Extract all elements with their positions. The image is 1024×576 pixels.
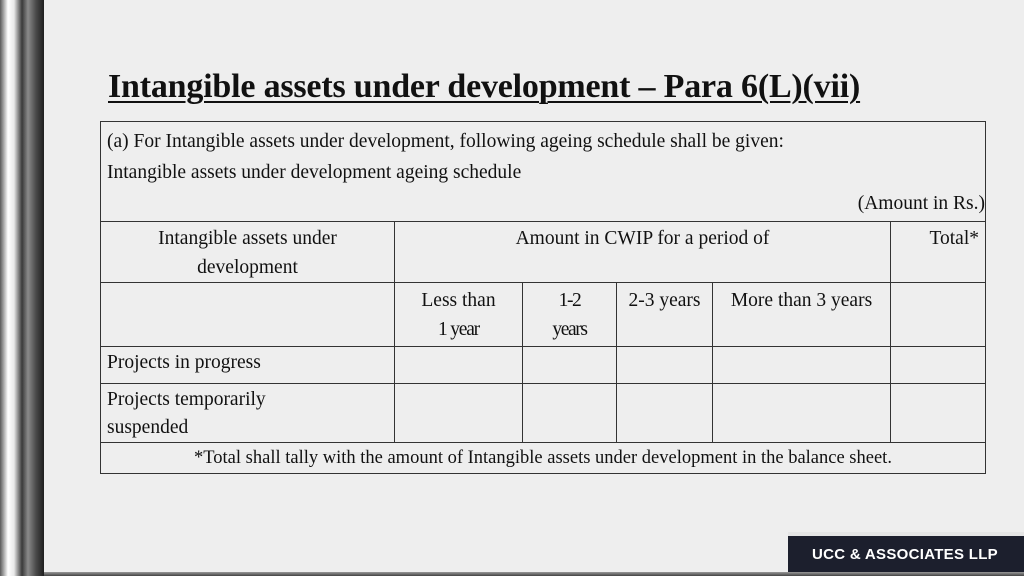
row-label-projects-suspended [101, 384, 395, 443]
table-cell [523, 384, 617, 443]
table-cell [395, 347, 523, 384]
table-row [101, 384, 986, 443]
period-2-line-1: 1-2 [558, 290, 581, 311]
header-asset-line-1: Intangible assets under [158, 228, 337, 249]
table-cell [891, 384, 986, 443]
ageing-schedule-table [100, 121, 986, 474]
period-total-blank [891, 283, 986, 347]
brand-footer [788, 532, 1024, 572]
amount-note: (Amount in Rs.) [857, 193, 985, 214]
footnote-row [101, 443, 986, 474]
left-decorative-bar [0, 0, 44, 576]
row-label-line-2: suspended [107, 417, 189, 438]
period-1-line-2: 1 year [438, 319, 479, 340]
header-asset-line-2: development [197, 257, 298, 278]
table-cell [395, 384, 523, 443]
table-cell [891, 347, 986, 384]
table-cell [617, 347, 713, 384]
table-cell [713, 347, 891, 384]
header-amount-period: Amount in CWIP for a period of [395, 222, 891, 283]
row-label-line-1: Projects temporarily [107, 389, 266, 410]
footnote: *Total shall tally with the amount of Intangible assets under development in the balance sheet. [101, 443, 986, 474]
period-more-than-3-years: More than 3 years [713, 283, 891, 347]
intro-line-2: Intangible assets under development ageing schedule [107, 162, 522, 183]
period-1-line-1: Less than [421, 290, 496, 311]
slide-title: Intangible assets under development – Para 6(L)(vii) [108, 68, 861, 105]
intro-line-1: (a) For Intangible assets under development, following ageing schedule shall be given: [107, 131, 784, 152]
table-row [101, 347, 986, 384]
bottom-edge [44, 572, 1024, 576]
header-asset-column [101, 222, 395, 283]
period-blank-cell [101, 283, 395, 347]
table-cell [523, 347, 617, 384]
intro-row [101, 122, 986, 222]
period-less-than-1-year [395, 283, 523, 347]
period-row [101, 283, 986, 347]
table-cell [713, 384, 891, 443]
intro-cell [101, 122, 986, 222]
header-total: Total* [891, 222, 986, 283]
table-cell [617, 384, 713, 443]
period-2-3-years: 2-3 years [617, 283, 713, 347]
period-2-line-2: years [552, 319, 587, 340]
period-1-2-years [523, 283, 617, 347]
row-label-projects-in-progress: Projects in progress [101, 347, 395, 384]
brand-name: UCC & ASSOCIATES LLP [811, 545, 998, 563]
header-row [101, 222, 986, 283]
